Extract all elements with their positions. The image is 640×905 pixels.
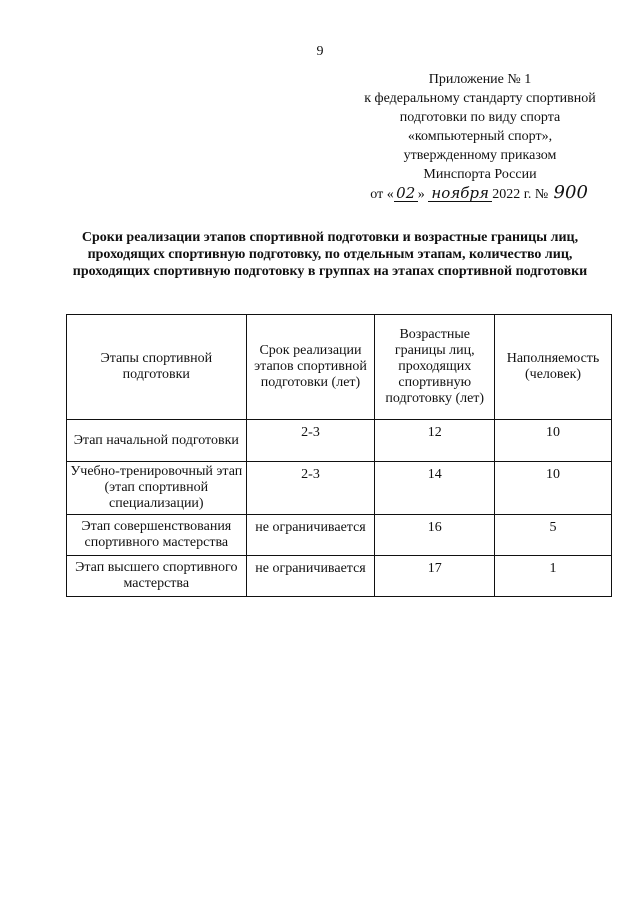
appendix-line: утвержденному приказом bbox=[403, 148, 557, 163]
cell-duration: не ограничивается bbox=[246, 515, 375, 556]
order-mid: » bbox=[417, 187, 425, 202]
order-year: 2022 г. № bbox=[492, 187, 549, 202]
header-age-limits: Возрастные границы лиц, проходящих спортивную подготовку (лет) bbox=[375, 315, 495, 420]
header-group-size: Наполняемость (человек) bbox=[495, 315, 612, 420]
cell-age: 16 bbox=[375, 515, 495, 556]
cell-age: 14 bbox=[375, 462, 495, 515]
cell-age: 12 bbox=[375, 420, 495, 462]
table-row bbox=[67, 420, 612, 462]
order-prefix: от « bbox=[370, 187, 394, 202]
table-row bbox=[67, 556, 612, 597]
table-header-row bbox=[67, 315, 612, 420]
cell-stage: Этап высшего спортивного мастерства bbox=[67, 556, 247, 597]
cell-duration: 2-3 bbox=[246, 462, 375, 515]
table-row bbox=[67, 462, 612, 515]
appendix-line: Приложение № 1 bbox=[428, 72, 532, 87]
cell-group-size: 1 bbox=[495, 556, 612, 597]
appendix-block bbox=[330, 70, 630, 204]
cell-stage: Этап начальной подготовки bbox=[67, 420, 247, 462]
appendix-line: подготовки по виду спорта bbox=[399, 110, 561, 125]
order-date-line bbox=[330, 182, 630, 204]
appendix-line: к федеральному стандарту спортивной bbox=[364, 91, 596, 106]
cell-duration: не ограничивается bbox=[246, 556, 375, 597]
document-title: Сроки реализации этапов спортивной подготовки и возрастные границы лиц, проходящих спортивную подготовку, по отдельным этапам, количество лиц, проходящих спортивную подготовку в группах на этапах спортивной подготовки bbox=[72, 230, 588, 279]
cell-age: 17 bbox=[375, 556, 495, 597]
page-number: 9 bbox=[316, 44, 324, 59]
cell-duration: 2-3 bbox=[246, 420, 375, 462]
header-stages: Этапы спортивной подготовки bbox=[67, 315, 247, 420]
cell-stage: Учебно-тренировочный этап (этап спортивной специализации) bbox=[67, 462, 247, 515]
cell-group-size: 5 bbox=[495, 515, 612, 556]
appendix-line: Минспорта России bbox=[423, 167, 537, 182]
cell-group-size: 10 bbox=[495, 462, 612, 515]
header-duration: Срок реализации этапов спортивной подготовки (лет) bbox=[246, 315, 375, 420]
order-number-handwritten: 900 bbox=[553, 182, 588, 203]
table-row bbox=[67, 515, 612, 556]
appendix-line: «компьютерный спорт», bbox=[407, 129, 553, 144]
cell-stage: Этап совершенствования спортивного мастерства bbox=[67, 515, 247, 556]
order-day-handwritten: 02 bbox=[394, 186, 418, 202]
order-month-handwritten: ноября bbox=[428, 186, 492, 202]
cell-group-size: 10 bbox=[495, 420, 612, 462]
stages-table bbox=[66, 314, 612, 597]
